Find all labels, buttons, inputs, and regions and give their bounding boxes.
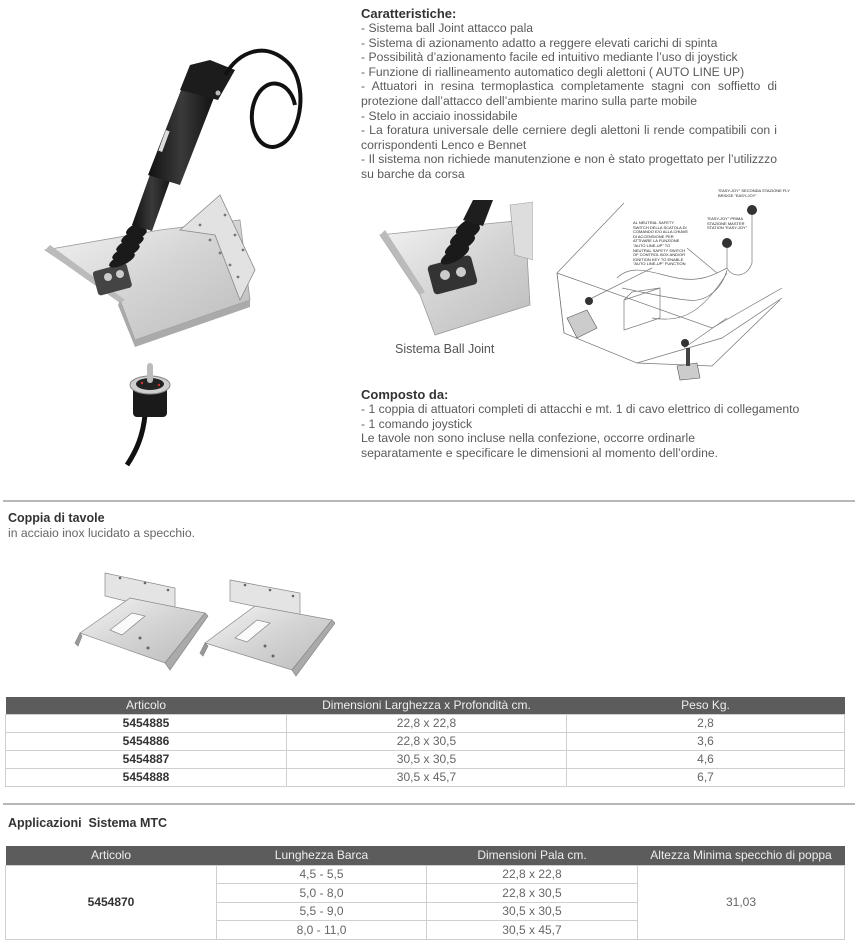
table-row — [6, 750, 845, 768]
contents-note: separatamente e specificare le dimensioni al momento dell’ordine. — [361, 445, 719, 460]
diagram-label-second-station: "EASY-JOY" SECONDA STAZIONE FLY BRIDGE "EASY-JOY" — [718, 188, 790, 198]
dimensions-cell: 30,5 x 30,5 — [287, 750, 567, 768]
weight-cell: 6,7 — [567, 768, 845, 786]
features-section — [361, 6, 777, 182]
table-row — [6, 865, 845, 884]
diagram-label-neutral-switch: AL NEUTRAL SAFETY SWITCH DELLA SCATOLA DI COMANDO E/O ALLA CHIAVE DI ACCENSIONE PER ATTIVARE LA FUNZIONE "AUTO LINE-UP" TO NEUTRAL SAFETY SWITCH OF CONTROL BOX AND/OR IGNITION KEY TO ENABLE "AUTO LINE-UP" FUNCTION — [633, 220, 689, 267]
plates-table — [5, 697, 845, 787]
mtc-applications-table — [5, 846, 845, 940]
ball-joint-caption: Sistema Ball Joint — [395, 342, 495, 356]
article-code: 5454888 — [6, 768, 287, 786]
section-divider — [3, 803, 855, 805]
plates-title: Coppia di tavole — [8, 511, 105, 525]
column-header-blade-dimensions: Dimensioni Pala cm. — [427, 846, 638, 865]
column-header-article: Articolo — [6, 846, 217, 865]
boat-length-cell: 5,0 - 8,0 — [217, 884, 427, 903]
article-code: 5454886 — [6, 732, 287, 750]
feature-item: - Possibilità d’azionamento facile ed intuitivo mediante l’uso di joystick — [361, 50, 738, 65]
min-transom-height-cell: 31,03 — [638, 865, 845, 939]
column-header-dimensions: Dimensioni Larghezza x Profondità cm. — [287, 697, 567, 714]
article-code: 5454885 — [6, 714, 287, 732]
table-row — [6, 714, 845, 732]
trim-plates-photo — [70, 568, 335, 678]
feature-item: - Attuatori in resina termoplastica completamente stagni con soffietto di protezione dall’attacco dell’ambiente marino sulla parte mobile — [361, 79, 777, 108]
boat-length-cell: 5,5 - 9,0 — [217, 902, 427, 921]
feature-item: - Sistema di azionamento adatto a reggere elevati carichi di spinta — [361, 35, 718, 50]
column-header-article: Articolo — [6, 697, 287, 714]
feature-item: - Funzione di riallineamento automatico degli alettoni ( AUTO LINE UP) — [361, 64, 745, 79]
table-row — [6, 732, 845, 750]
section-divider — [3, 500, 855, 502]
article-code: 5454887 — [6, 750, 287, 768]
article-code: 5454870 — [6, 865, 217, 939]
table-header-row — [6, 697, 845, 714]
ball-joint-photo — [375, 200, 533, 340]
feature-item: - Stelo in acciaio inossidabile — [361, 108, 518, 123]
blade-dimensions-cell: 22,8 x 30,5 — [427, 884, 638, 903]
dimensions-cell: 22,8 x 22,8 — [287, 714, 567, 732]
column-header-min-transom-height: Altezza Minima specchio di poppa — [638, 846, 845, 865]
feature-item: - La foratura universale delle cerniere degli alettoni li rende compatibili con i corrispondenti Lenco e Bennet — [361, 123, 777, 152]
trim-tab-actuator-photo — [40, 45, 320, 355]
blade-dimensions-cell: 30,5 x 45,7 — [427, 921, 638, 940]
feature-item: - Il sistema non richiede manutenzione e non è stato progettato per l’utilizzzo su barche da corsa — [361, 152, 777, 181]
weight-cell: 3,6 — [567, 732, 845, 750]
contents-title: Composto da: — [361, 387, 449, 402]
dimensions-cell: 30,5 x 45,7 — [287, 768, 567, 786]
blade-dimensions-cell: 22,8 x 22,8 — [427, 865, 638, 884]
weight-cell: 4,6 — [567, 750, 845, 768]
contents-item: - 1 comando joystick — [361, 416, 473, 431]
dimensions-cell: 22,8 x 30,5 — [287, 732, 567, 750]
boat-length-cell: 4,5 - 5,5 — [217, 865, 427, 884]
installation-diagram — [552, 188, 852, 383]
diagram-label-first-station: "EASY-JOY" PRIMA STAZIONE MASTER STATION "EASY-JOY" — [707, 216, 748, 231]
table-row — [6, 768, 845, 786]
boat-length-cell: 8,0 - 11,0 — [217, 921, 427, 940]
table-header-row — [6, 846, 845, 865]
feature-item: - Sistema ball Joint attacco pala — [361, 21, 534, 35]
plates-subtitle: in acciaio inox lucidato a specchio. — [8, 526, 195, 540]
contents-item: - 1 coppia di attuatori completi di attacchi e mt. 1 di cavo elettrico di collegamento — [361, 402, 800, 416]
contents-note: Le tavole non sono incluse nella confezione, occorre ordinarle — [361, 431, 696, 446]
weight-cell: 2,8 — [567, 714, 845, 732]
mtc-applications-title: Applicazioni Sistema MTC — [8, 816, 168, 830]
blade-dimensions-cell: 30,5 x 30,5 — [427, 902, 638, 921]
joystick-photo — [115, 355, 185, 470]
column-header-weight: Peso Kg. — [567, 697, 845, 714]
column-header-boat-length: Lunghezza Barca — [217, 846, 427, 865]
features-title: Caratteristiche: — [361, 6, 457, 21]
contents-section — [361, 387, 851, 460]
